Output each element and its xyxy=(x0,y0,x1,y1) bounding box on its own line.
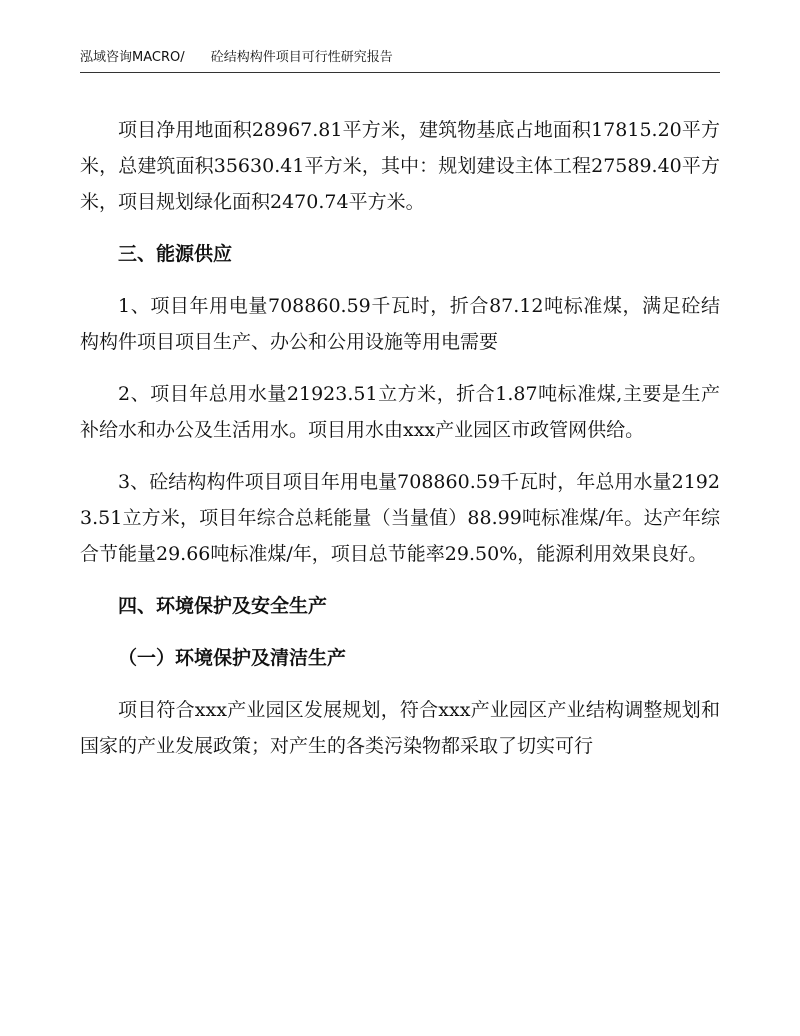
page-header xyxy=(80,44,720,73)
document-body xyxy=(80,112,720,780)
paragraph-energy-summary: 3、砼结构构件项目项目年用电量708860.59千瓦时，年总用水量21923.51立方米，项目年综合总耗能量（当量值）88.99吨标准煤/年。达产年综合节能量29.66吨标准煤/年，项目总节能率29.50%，能源利用效果良好。 xyxy=(80,471,720,565)
paragraph-electricity: 1、项目年用电量708860.59千瓦时，折合87.12吨标准煤，满足砼结构构件项目项目生产、办公和公用设施等用电需要 xyxy=(80,295,720,353)
section-heading-environment: 四、环境保护及安全生产 xyxy=(118,595,328,617)
paragraph-land-area: 项目净用地面积28967.81平方米，建筑物基底占地面积17815.20平方米，总建筑面积35630.41平方米，其中：规划建设主体工程27589.40平方米，项目规划绿化面积2470.74平方米。 xyxy=(80,119,720,213)
section-heading-energy: 三、能源供应 xyxy=(118,243,233,265)
paragraph-water: 2、项目年总用水量21923.51立方米，折合1.87吨标准煤,主要是生产补给水和办公及生活用水。项目用水由xxx产业园区市政管网供给。 xyxy=(80,383,720,441)
header-doc-title: 砼结构构件项目可行性研究报告 xyxy=(210,50,393,65)
paragraph-planning-compliance: 项目符合xxx产业园区发展规划，符合xxx产业园区产业结构调整规划和国家的产业发展政策；对产生的各类污染物都采取了切实可行 xyxy=(80,699,720,757)
header-source: 泓域咨询MACRO/ xyxy=(80,50,185,65)
subsection-heading-clean-production: （一）环境保护及清洁生产 xyxy=(118,647,347,669)
